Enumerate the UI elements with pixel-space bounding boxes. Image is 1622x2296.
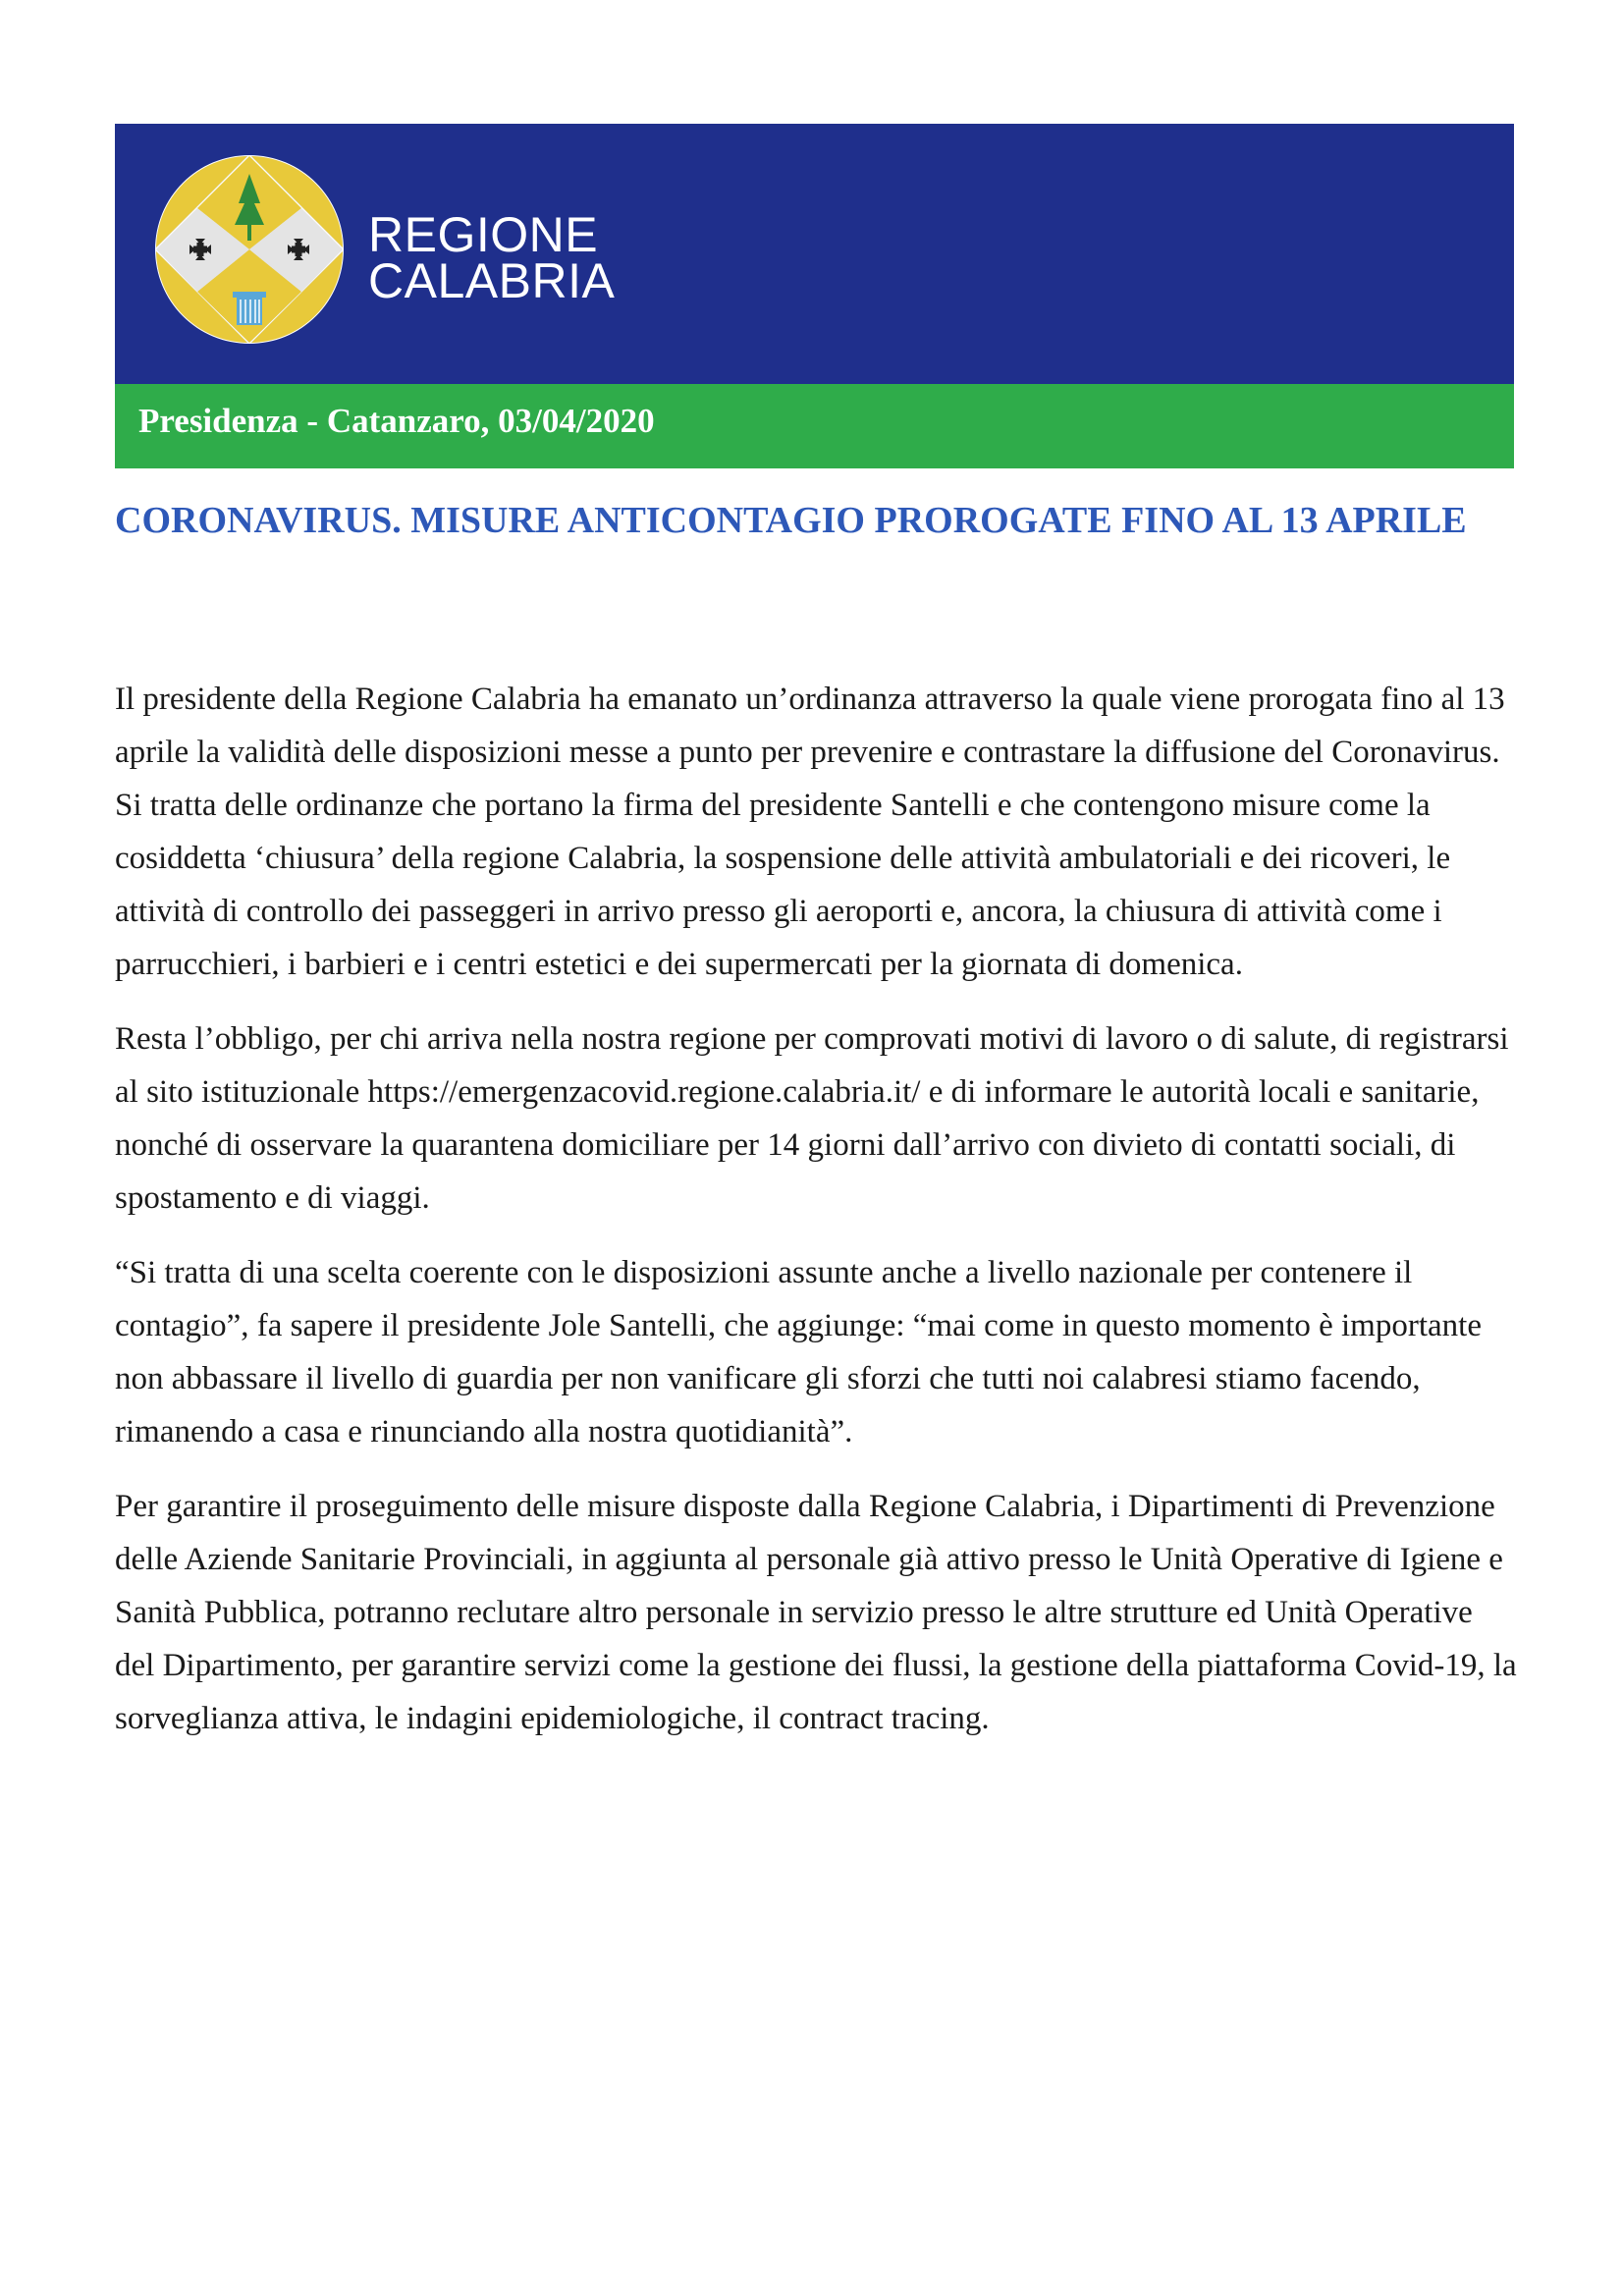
article-paragraph: “Si tratta di una scelta coerente con le disposizioni assunte anche a livello nazionale per contenere il contagio”, fa sapere il presidente Jole Santelli, che aggiunge: “mai come in questo momento è importante non abbassare il livello di guardia per non vanificare gli sforzi che tutti noi calabresi stiamo facendo, rimanendo a casa e rinunciando alla nostra quotidianità”. — [115, 1255, 1482, 1449]
article-paragraph: Il presidente della Regione Calabria ha emanato un’ordinanza attraverso la quale viene prorogata fino al 13 aprile la validità delle disposizioni messe a punto per prevenire e contrastare la diffusione del Coronavirus. Si tratta delle ordinanze che portano la firma del presidente Santelli e che contengono misure come la cosiddetta ‘chiusura’ della regione Calabria, la sospensione delle attività ambulatoriali e dei ricoveri, le attività di controllo dei passeggeri in arrivo presso gli aeroporti e, ancora, la chiusura di attività come i parrucchieri, i barbieri e i centri estetici e dei supermercati per la giornata di domenica. — [115, 682, 1505, 982]
brand-line-regione: REGIONE — [368, 207, 599, 262]
brand-line-calabria: CALABRIA — [368, 253, 616, 308]
article-body — [115, 673, 1519, 1767]
press-office-dateline: Presidenza - Catanzaro, 03/04/2020 — [138, 402, 655, 440]
article-paragraph: Per garantire il proseguimento delle misure disposte dalla Regione Calabria, i Dipartimenti di Prevenzione delle Aziende Sanitarie Provinciali, in aggiunta al personale già attivo presso le Unità Operative di Igiene e Sanità Pubblica, potranno reclutare altro personale in servizio presso le altre strutture ed Unità Operative del Dipartimento, per garantire servizi come la gestione dei flussi, la gestione della piattaforma Covid-19, la sorveglianza attiva, le indagini epidemiologiche, il contract tracing. — [115, 1489, 1517, 1736]
regione-calabria-emblem-icon — [154, 154, 345, 345]
header-banner — [115, 124, 1514, 384]
press-office-bar — [115, 384, 1514, 468]
article-title: CORONAVIRUS. MISURE ANTICONTAGIO PROROGATE FINO AL 13 APRILE — [115, 500, 1467, 541]
article-paragraph: Resta l’obbligo, per chi arriva nella nostra regione per comprovati motivi di lavoro o di salute, di registrarsi al sito istituzionale https://emergenzacovid.regione.calabria.it/ e di informare le autorità locali e sanitarie, nonché di osservare la quarantena domiciliare per 14 giorni dall’arrivo con divieto di contatti sociali, di spostamento e di viaggi. — [115, 1021, 1509, 1216]
brand-wordmark — [368, 207, 616, 308]
